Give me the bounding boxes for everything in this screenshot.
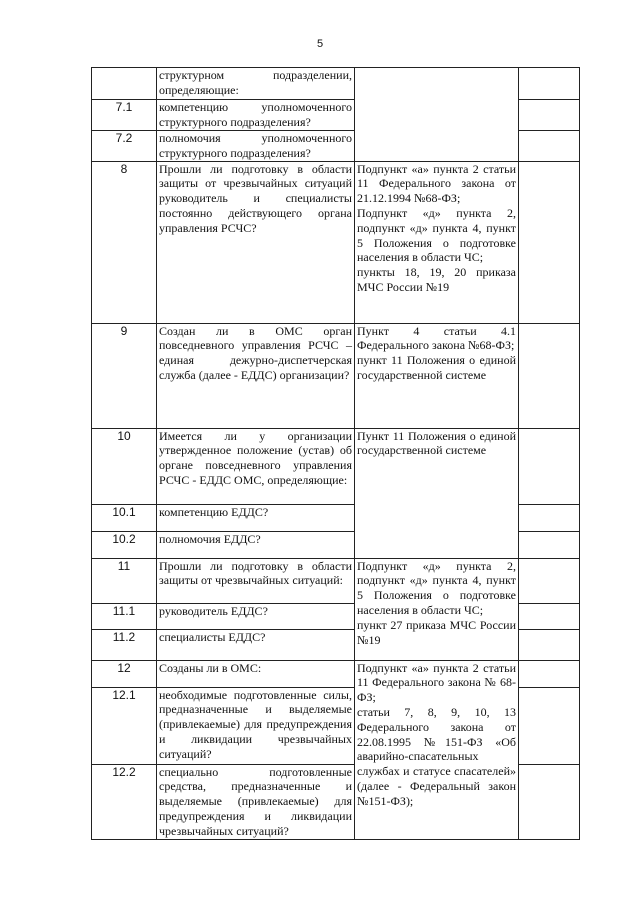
result-cell [519, 629, 580, 660]
basis-cell [355, 428, 519, 558]
row-number: 9 [92, 323, 157, 428]
basis-line: Подпункт «д» пункта 2, подпункт «д» пункта 4, пункт 5 Положения о подготовке населения в области ЧС; [357, 558, 516, 617]
result-cell [519, 687, 580, 764]
result-cell [519, 558, 580, 603]
question-cell: Созданы ли в ОМС: [157, 660, 355, 687]
question-cell: структурном подразделении, определяющие: [157, 68, 355, 100]
question-cell: компетенцию ЕДДС? [157, 504, 355, 531]
result-cell [519, 131, 580, 162]
basis-line: Подпункт «а» пункта 2 статьи 11 Федерального закона от 21.12.1994 №68-ФЗ; [357, 161, 516, 206]
question-cell: Создан ли в ОМС орган повседневного управления РСЧС – единая дежурно-диспетчерская служба (далее - ЕДДС) организации? [157, 323, 355, 428]
row-number: 7.2 [92, 131, 157, 162]
table-row [92, 323, 580, 428]
result-cell [519, 323, 580, 428]
question-cell: полномочия уполномоченного структурного подразделения? [157, 131, 355, 162]
row-number: 11.1 [92, 603, 157, 629]
result-cell [519, 531, 580, 558]
result-cell [519, 100, 580, 131]
table-row [92, 428, 580, 504]
basis-line: Пункт 11 Положения о единой государственной системе [357, 428, 516, 458]
result-cell [519, 660, 580, 687]
result-cell [519, 161, 580, 323]
row-number [92, 68, 157, 100]
basis-line: Подпункт «д» пункта 2, подпункт «д» пункта 4, пункт 5 Положения о подготовке населения в области ЧС; [357, 205, 516, 265]
basis-cell [355, 558, 519, 660]
basis-line: пункт 11 Положения о единой государственной системе [357, 353, 516, 382]
question-cell: специально подготовленные средства, предназначенные и выделяемые (привлекаемые) для предупреждения и ликвидации чрезвычайных ситуаций? [157, 764, 355, 839]
checklist-table [91, 67, 580, 840]
table-row [92, 68, 580, 100]
basis-line: пункты 18, 19, 20 приказа МЧС России №19 [357, 265, 516, 294]
question-cell: компетенцию уполномоченного структурного подразделения? [157, 100, 355, 131]
basis-cell [355, 660, 519, 839]
result-cell [519, 68, 580, 100]
table-row [92, 558, 580, 603]
question-cell: специалисты ЕДДС? [157, 629, 355, 660]
basis-line: пункт 27 приказа МЧС России №19 [357, 617, 516, 647]
question-cell: полномочия ЕДДС? [157, 531, 355, 558]
result-cell [519, 428, 580, 504]
row-number: 7.1 [92, 100, 157, 131]
question-cell: Имеется ли у организации утвержденное положение (устав) об органе повседневного управления РСЧС - ЕДДС ОМС, определяющие: [157, 428, 355, 504]
basis-line: Подпункт «а» пункта 2 статьи 11 Федерального закона № 68-ФЗ; [357, 660, 516, 705]
page-number: 5 [316, 38, 324, 50]
basis-line: Пункт 4 статьи 4.1 Федерального закона №68-ФЗ; [357, 323, 516, 353]
question-cell: руководитель ЕДДС? [157, 603, 355, 629]
table-row [92, 660, 580, 687]
result-cell [519, 764, 580, 839]
row-number: 10.1 [92, 504, 157, 531]
basis-cell [355, 161, 519, 323]
row-number: 8 [92, 161, 157, 323]
row-number: 12 [92, 660, 157, 687]
result-cell [519, 603, 580, 629]
question-cell: Прошли ли подготовку в области защиты от чрезвычайных ситуаций: [157, 558, 355, 603]
question-cell: Прошли ли подготовку в области защиты от чрезвычайных ситуаций руководитель и специалисты постоянно действующего органа управления РСЧС? [157, 161, 355, 323]
row-number: 11.2 [92, 629, 157, 660]
question-cell: необходимые подготовленные силы, предназначенные и выделяемые (привлекаемые) для предупреждения и ликвидации чрезвычайных ситуаций? [157, 687, 355, 764]
result-cell [519, 504, 580, 531]
row-number: 11 [92, 558, 157, 603]
row-number: 12.2 [92, 764, 157, 839]
row-number: 10 [92, 428, 157, 504]
row-number: 10.2 [92, 531, 157, 558]
basis-line: статьи 7, 8, 9, 10, 13 Федерального закона от 22.08.1995 №151-ФЗ «Об аварийно-спасательных службах и статусе спасателей» (далее - Федеральный закон №151-ФЗ); [357, 704, 516, 808]
row-number: 12.1 [92, 687, 157, 764]
table-row [92, 161, 580, 323]
basis-cell [355, 68, 519, 162]
basis-cell [355, 323, 519, 428]
